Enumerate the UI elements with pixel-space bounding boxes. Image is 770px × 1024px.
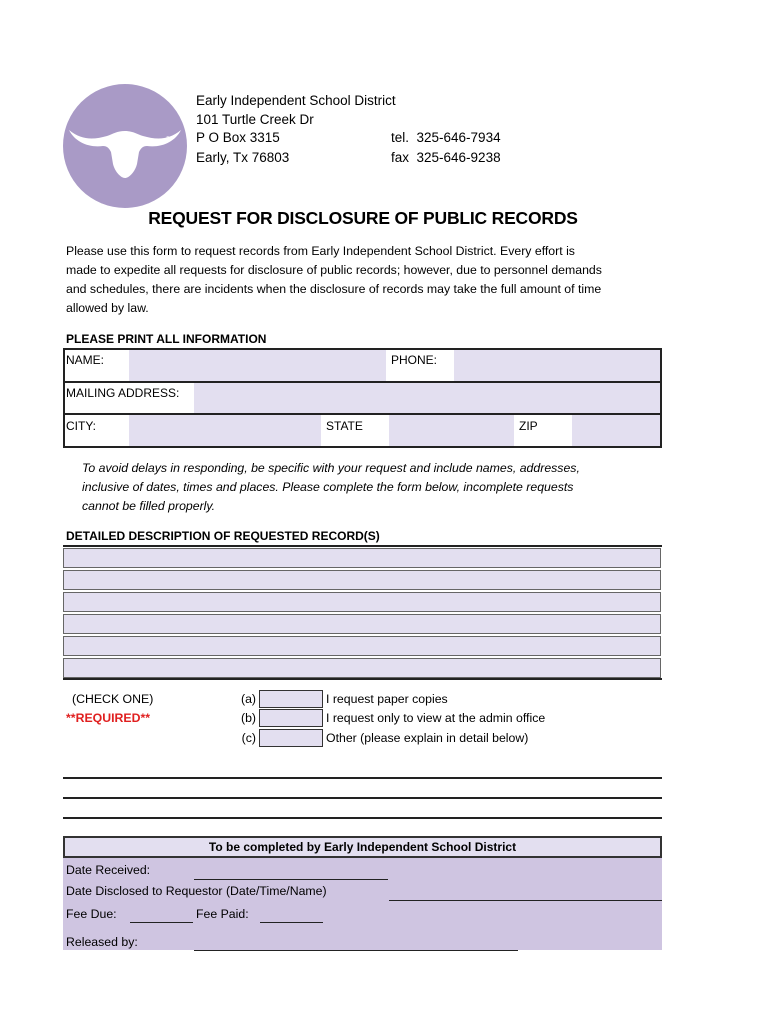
page-title: REQUEST FOR DISCLOSURE OF PUBLIC RECORDS <box>148 208 578 228</box>
explanation-line-2[interactable] <box>63 797 662 799</box>
description-line-2[interactable] <box>63 570 661 590</box>
svg-text:®: ® <box>166 136 170 142</box>
description-line-6[interactable] <box>63 658 661 678</box>
fee-due-line[interactable] <box>130 922 193 923</box>
option-c-text: Other (please explain in detail below) <box>326 731 529 745</box>
city-field[interactable] <box>129 415 321 446</box>
longhorn-icon <box>63 84 187 208</box>
phone-field[interactable] <box>454 350 660 381</box>
option-b-letter: (b) <box>240 711 256 725</box>
city-label: CITY: <box>66 419 97 433</box>
date-disclosed-line[interactable] <box>389 900 662 901</box>
fax: fax 325-646-9238 <box>391 150 501 165</box>
zip-label: ZIP <box>519 419 538 433</box>
telephone: tel. 325-646-7934 <box>391 130 501 145</box>
description-heading: DETAILED DESCRIPTION OF REQUESTED RECORD(S) <box>66 529 380 543</box>
divider <box>63 545 662 547</box>
date-received-label: Date Received: <box>66 863 151 877</box>
city-state: Early, Tx 76803 <box>196 150 290 165</box>
mailing-address-label: MAILING ADDRESS: <box>66 386 180 400</box>
district-section-heading: To be completed by Early Independent School District <box>63 836 662 858</box>
mailing-address-field[interactable] <box>194 383 660 413</box>
explanation-line-3[interactable] <box>63 817 662 819</box>
date-received-line[interactable] <box>194 879 388 880</box>
explanation-line-1[interactable] <box>63 777 662 779</box>
fee-due-label: Fee Due: <box>66 907 117 921</box>
org-name: Early Independent School District <box>196 93 396 108</box>
description-line-1[interactable] <box>63 548 661 568</box>
state-field[interactable] <box>389 415 514 446</box>
intro-paragraph: Please use this form to request records from Early Independent School District. Every effort is made to expedite all requests for disclosure of public records; however, due to personnel demands and schedules, there are incidents when the disclosure of records may take the full amount of time allowed by law. <box>66 244 602 315</box>
option-a-checkbox[interactable] <box>259 690 323 708</box>
fee-paid-line[interactable] <box>260 922 323 923</box>
description-line-5[interactable] <box>63 636 661 656</box>
required-label: **REQUIRED** <box>66 711 151 725</box>
option-a-letter: (a) <box>240 692 256 706</box>
phone-label: PHONE: <box>391 353 438 367</box>
po-box: P O Box 3315 <box>196 130 280 145</box>
description-line-3[interactable] <box>63 592 661 612</box>
date-disclosed-label: Date Disclosed to Requestor (Date/Time/Name) <box>66 884 327 898</box>
address-line: 101 Turtle Creek Dr <box>196 112 314 127</box>
instructions: To avoid delays in responding, be specific with your request and include names, addresses, inclusive of dates, times and places. Please complete the form below, incomplete requests cannot be filled properly. <box>82 461 580 513</box>
released-by-line[interactable] <box>194 950 518 951</box>
print-heading: PLEASE PRINT ALL INFORMATION <box>66 332 267 346</box>
name-label: NAME: <box>66 353 105 367</box>
released-by-label: Released by: <box>66 935 138 949</box>
district-logo <box>63 84 187 208</box>
check-one-label: (CHECK ONE) <box>72 692 154 706</box>
option-c-checkbox[interactable] <box>259 729 323 747</box>
option-c-letter: (c) <box>241 731 256 745</box>
fee-paid-label: Fee Paid: <box>196 907 249 921</box>
zip-field[interactable] <box>572 415 660 446</box>
option-b-text: I request only to view at the admin office <box>326 711 546 725</box>
option-a-text: I request paper copies <box>326 692 448 706</box>
divider <box>63 678 662 680</box>
option-b-checkbox[interactable] <box>259 709 323 727</box>
description-line-4[interactable] <box>63 614 661 634</box>
state-label: STATE <box>326 419 363 433</box>
name-field[interactable] <box>129 350 386 381</box>
